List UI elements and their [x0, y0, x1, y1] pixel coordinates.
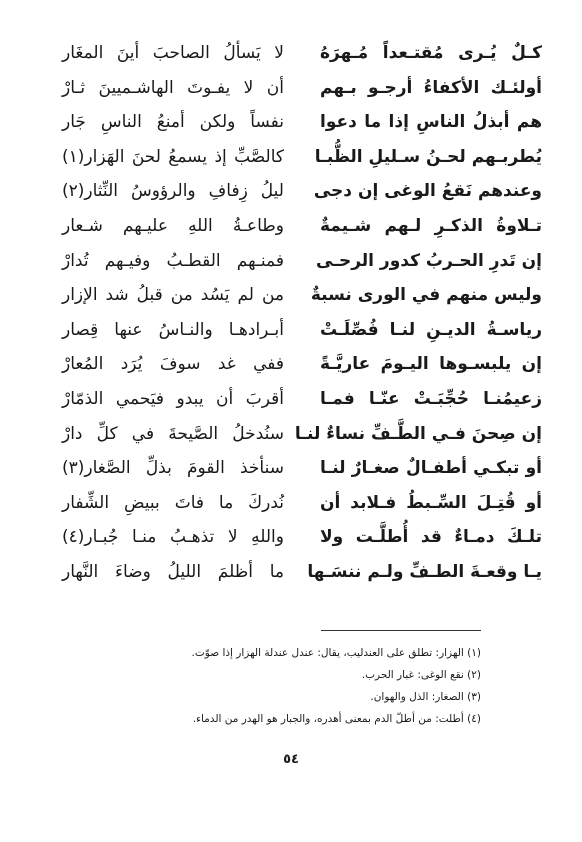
verse-second-hemistich: نفساً ولكن أمنعُ الناسِ جَار — [62, 112, 284, 133]
verse-row — [62, 382, 542, 417]
verse-row — [62, 105, 542, 140]
poem — [62, 36, 542, 590]
verse-row — [62, 174, 542, 209]
footnotes — [81, 642, 481, 730]
verse-row — [62, 278, 542, 313]
footnote-separator — [321, 630, 481, 631]
verse-first-hemistich: تـلاوةُ الذكـرِ لـهم شـيمةٌ — [320, 216, 542, 237]
verse-second-hemistich: سنُدخلُ الصَّيحةَ في كلِّ دارْ — [62, 423, 284, 444]
verse-row — [62, 209, 542, 244]
verse-second-hemistich: ما أظلمَ الليلُ وضاءَ النَّهار — [62, 562, 284, 582]
verse-second-hemistich: سنأخذ القومَ بذلِّ الصَّغار(٣) — [62, 458, 284, 479]
verse-second-hemistich: لا يَسألُ الصاحبَ أينَ المغَار — [62, 43, 284, 64]
verse-first-hemistich: إن يلبسـوها اليـومَ عاريَّـةً — [320, 354, 542, 375]
verse-second-hemistich: واللهِ لا تذهـبُ منـا جُبـار(٤) — [62, 527, 284, 548]
verse-second-hemistich: أبـرادهـا والنـاسُ عنها قِصار — [62, 319, 284, 340]
verse-first-hemistich: وليس منهم في الورى نسبةٌ — [310, 285, 542, 306]
verse-second-hemistich: فمنـهم القطـبُ وفيـهم تُدارْ — [62, 250, 284, 271]
verse-first-hemistich: يـا وقعـةَ الطـفِّ ولـم ننسَـها — [307, 562, 542, 582]
verse-second-hemistich: ففي غد سوفَ يُرَد المُعارْ — [62, 354, 284, 375]
verse-first-hemistich: أو قُتِـلَ السِّـبطُ فـلابد أن — [320, 492, 542, 513]
footnote-4: (٤) أطلت: من أطلّ الدم بمعنى أهدره، والجبار هو الهدر من الدماء. — [192, 713, 481, 725]
page-number: ٥٤ — [283, 752, 299, 767]
footnote-2: (٢) نقع الوغى: غبار الحرب. — [361, 669, 481, 681]
verse-row — [62, 451, 542, 486]
verse-row — [62, 140, 542, 175]
verse-first-hemistich: يُطربـهم لحـنُ سـليلِ الظُّبـا — [314, 146, 542, 167]
verse-first-hemistich: رياسـةُ الديـنِ لنـا فُصِّلَـتْ — [320, 319, 542, 340]
footnote-1: (١) الهزار: تطلق على العندليب، يقال: عندل عندلة الهزار إذا صوّت. — [191, 647, 481, 659]
verse-second-hemistich: أن لا يفـوتَ الهاشـميينَ ثـارْ — [62, 77, 284, 98]
verse-first-hemistich: إن تَدرِ الحـربُ كدور الرحـى — [315, 250, 542, 271]
verse-row — [62, 347, 542, 382]
verse-row — [62, 313, 542, 348]
verse-second-hemistich: من لم يَسُد من قبلُ شد الإزار — [62, 285, 284, 306]
verse-row — [62, 36, 542, 71]
verse-row — [62, 555, 542, 590]
verse-first-hemistich: هم أبذلُ الناسِ إذا ما دعوا — [320, 112, 542, 133]
verse-second-hemistich: كالصَّبِّ إذ يسمعُ لحنَ الهَزار(١) — [62, 146, 284, 167]
verse-second-hemistich: أقربَ أن يبدو فيَحمي الذمّارْ — [62, 389, 284, 410]
verse-first-hemistich: وعندهم نَقعُ الوغى إن دجى — [313, 181, 542, 202]
verse-row — [62, 417, 542, 452]
verse-row — [62, 71, 542, 106]
verse-second-hemistich: وطاعـةُ اللهِ عليـهم شـعار — [62, 216, 284, 237]
verse-row — [62, 244, 542, 279]
verse-second-hemistich: نُدركَ ما فاتَ ببيضِ الشِّفار — [62, 492, 284, 513]
footnote-3: (٣) الصغار: الذل والهوان. — [370, 691, 481, 703]
verse-first-hemistich: زعيمُنـا حُجِّبَـتْ عنّـا فمـا — [320, 389, 542, 410]
verse-second-hemistich: ليلُ زِفافِ والرؤوسُ النِّثار(٢) — [62, 181, 284, 202]
verse-first-hemistich: أولئـك الأكفاءُ أرجـو بـهم — [320, 77, 542, 98]
verse-row — [62, 486, 542, 521]
verse-first-hemistich: أو تبكـي أطفـالٌ صغـارٌ لنـا — [320, 458, 542, 479]
verse-row — [62, 520, 542, 555]
verse-first-hemistich: كـلٌ يُـرى مُقتـعداً مُـهرَهُ — [320, 43, 542, 64]
verse-first-hemistich: تلـكَ دمـاءٌ قد أُطلَّـت ولا — [320, 527, 542, 548]
verse-first-hemistich: إن صِحنَ فـي الطَّـفِّ نساءٌ لنـا — [294, 423, 542, 444]
